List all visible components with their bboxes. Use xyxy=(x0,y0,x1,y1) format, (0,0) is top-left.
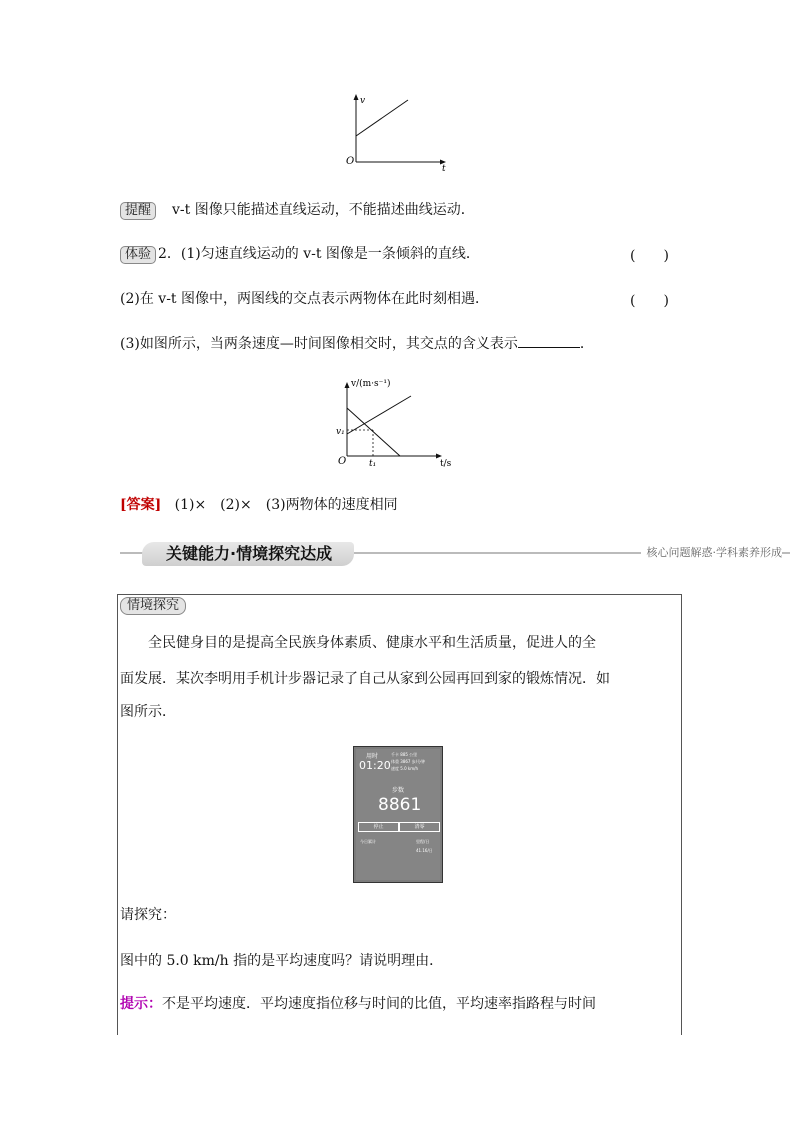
q2-answer-blank[interactable]: ( ) xyxy=(630,293,669,309)
q1-answer-blank[interactable]: ( ) xyxy=(630,248,669,264)
situation-paragraph-line2: 面发展．某次李明用手机计步器记录了自己从家到公园再回到家的锻炼情况．如 xyxy=(120,671,610,687)
answer-label: [答案] xyxy=(120,497,162,513)
origin-label: O xyxy=(346,156,355,167)
today-total-label: 今日累计 xyxy=(360,839,376,844)
v-axis-label: v/(m·s⁻¹) xyxy=(351,379,391,389)
experience-q1-text: 2．(1)匀速直线运动的 v-t 图像是一条倾斜的直线． xyxy=(158,246,480,262)
t-axis-label: t/s xyxy=(440,459,452,469)
hint-line xyxy=(120,989,680,1020)
origin-label: O xyxy=(338,456,347,467)
mileage-label: 里程/日 xyxy=(416,839,430,844)
steps-value: 8861 xyxy=(378,795,422,815)
v-axis-label: v xyxy=(360,96,366,106)
t-axis-label: t xyxy=(442,164,446,172)
experience-q1 xyxy=(120,244,480,264)
v-axis-arrow xyxy=(345,382,350,388)
situation-paragraph-line3: 图所示． xyxy=(120,704,176,720)
stat-line-3: 速度 5.0 km/h xyxy=(391,766,418,771)
clear-button[interactable]: 清零 xyxy=(399,822,440,832)
section-subtitle: 核心问题解惑·学科素养形成 xyxy=(641,544,783,560)
rising-line xyxy=(347,396,411,434)
experience-q3-text: (3)如图所示，当两条速度—时间图像相交时，其交点的含义表示 xyxy=(120,336,518,352)
reminder-tag: 提醒 xyxy=(120,202,156,220)
experience-q2: (2)在 v-t 图像中，两图线的交点表示两物体在此时刻相遇． xyxy=(120,291,489,307)
pedometer-screenshot xyxy=(353,746,443,883)
mileage-value: 41.16/日 xyxy=(416,848,433,853)
answer-line xyxy=(120,495,398,515)
experience-q3-end: ． xyxy=(579,336,594,352)
stop-button[interactable]: 停止 xyxy=(358,822,399,832)
q3-fill-blank[interactable] xyxy=(518,333,580,348)
situation-tag: 情境探究 xyxy=(120,597,186,615)
section-header xyxy=(120,542,790,564)
experience-q3 xyxy=(120,333,594,354)
explore-question: 图中的 5.0 km/h 指的是平均速度吗？请说明理由． xyxy=(120,953,444,969)
t-axis-arrow xyxy=(436,454,442,459)
reminder-line xyxy=(120,200,475,220)
vt-graph-2 xyxy=(330,372,470,472)
explore-prompt: 请探究： xyxy=(120,907,176,923)
hint-text: 不是平均速度．平均速度指位移与时间的比值，平均速率指路程与时间 xyxy=(162,996,596,1012)
v1-label: v₁ xyxy=(336,427,345,437)
time-label: 用时 xyxy=(366,753,379,760)
stat-line-1: 千卡 885 公里 xyxy=(391,752,418,757)
section-title: 关键能力·情境探究达成 xyxy=(142,542,354,566)
t1-label: t₁ xyxy=(369,459,377,469)
reminder-text: v-t 图像只能描述直线运动，不能描述曲线运动． xyxy=(172,202,475,218)
experience-tag: 体验 xyxy=(120,246,156,264)
vt-graph-1 xyxy=(340,92,460,172)
hint-label: 提示： xyxy=(120,996,162,1012)
pedometer-screen xyxy=(356,749,440,880)
stat-line-2: 体重 3867 步/分钟 xyxy=(391,759,426,764)
answer-text: (1)× (2)× (3)两物体的速度相同 xyxy=(174,497,398,513)
steps-label: 步数 xyxy=(392,787,405,794)
situation-paragraph-line1: 全民健身目的是提高全民族身体素质、健康水平和生活质量，促进人的全 xyxy=(148,635,596,651)
v-axis-arrow xyxy=(354,94,359,100)
falling-line xyxy=(347,408,400,456)
time-value: 01:20 xyxy=(359,759,391,772)
